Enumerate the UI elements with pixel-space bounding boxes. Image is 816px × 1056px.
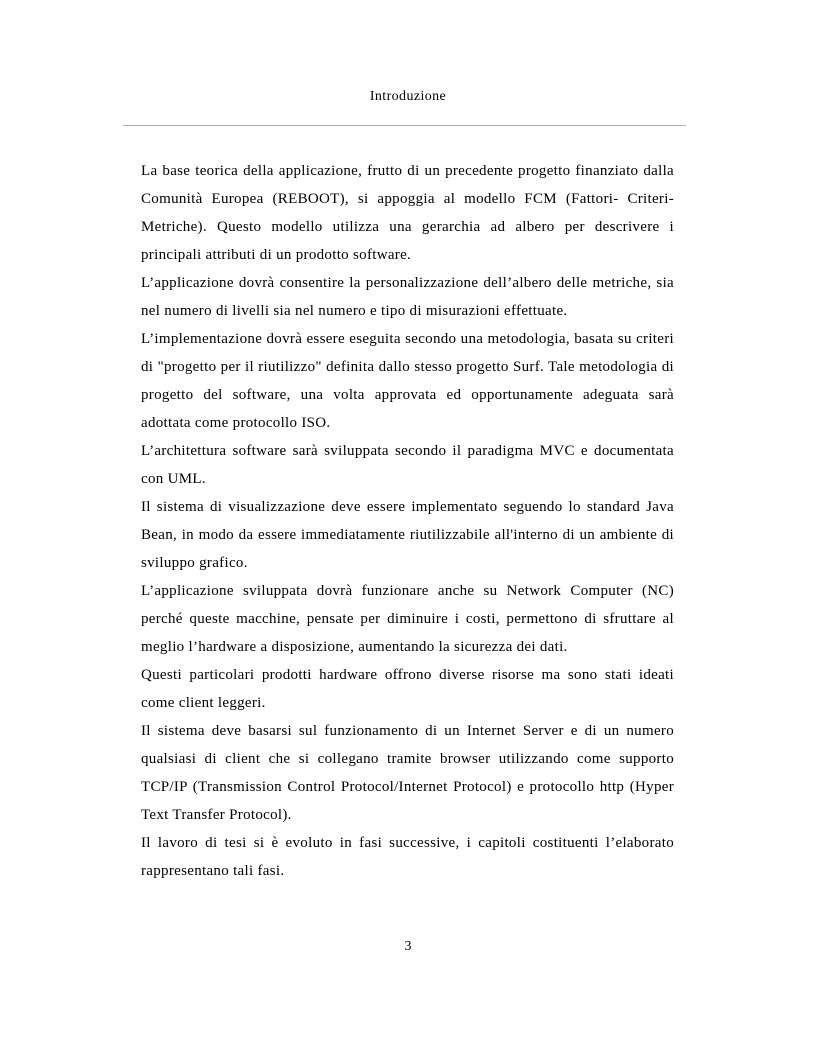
paragraph-java-bean: Il sistema di visualizzazione deve essere implementato seguendo lo standard Java Bean, in modo da essere immediatamente riutilizzabile all'interno di un ambiente di sviluppo grafico. <box>141 499 674 571</box>
page-header-title: Introduzione <box>369 89 447 104</box>
paragraph-reboot-fcm: La base teorica della applicazione, frutto di un precedente progetto finanziato dalla Comunità Europea (REBOOT), si appoggia al modello FCM (Fattori- Criteri- Metriche). Questo modello utilizza una gerarchia ad albero per descrivere i principali attributi di un prodotto software. <box>141 163 674 263</box>
paragraph-client-leggeri: Questi particolari prodotti hardware offrono diverse risorse ma sono stati ideati come client leggeri. <box>141 667 674 711</box>
paragraph-network-computer: L’applicazione sviluppata dovrà funzionare anche su Network Computer (NC) perché queste macchine, pensate per diminuire i costi, permettono di sfruttare al meglio l’hardware a disposizione, aumentando la sicurezza dei dati. <box>141 583 674 655</box>
document-body <box>141 157 674 885</box>
header-divider <box>123 125 686 126</box>
paragraph-internet-server: Il sistema deve basarsi sul funzionamento di un Internet Server e di un numero qualsiasi di client che si collegano tramite browser utilizzando come supporto TCP/IP (Transmission Control Protocol/Internet Protocol) e protocollo http (Hyper Text Transfer Protocol). <box>141 723 674 823</box>
page-number: 3 <box>404 939 412 954</box>
paragraph-metodologia: L’implementazione dovrà essere eseguita secondo una metodologia, basata su criteri di "progetto per il riutilizzo" definita dallo stesso progetto Surf. Tale metodologia di progetto del software, una volta approvata ed opportunamente adeguata sarà adottata come protocollo ISO. <box>141 331 674 431</box>
paragraph-fasi-tesi: Il lavoro di tesi si è evoluto in fasi successive, i capitoli costituenti l’elaborato rappresentano tali fasi. <box>141 835 674 879</box>
paragraph-architettura-mvc: L’architettura software sarà sviluppata secondo il paradigma MVC e documentata con UML. <box>141 443 674 487</box>
paragraph-personalizzazione: L’applicazione dovrà consentire la personalizzazione dell’albero delle metriche, sia nel numero di livelli sia nel numero e tipo di misurazioni effettuate. <box>141 275 674 319</box>
